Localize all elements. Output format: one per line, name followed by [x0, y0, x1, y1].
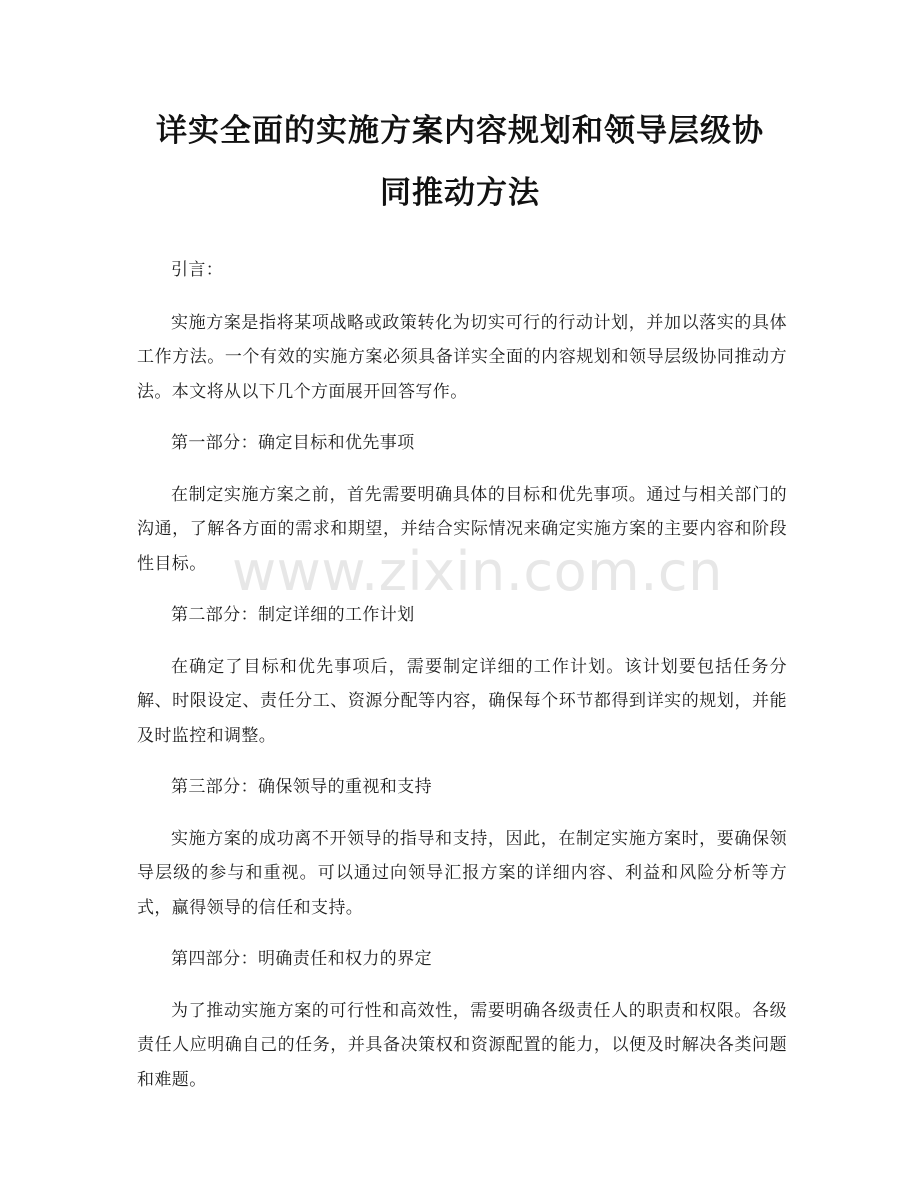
- section-4-paragraph: 为了推动实施方案的可行性和高效性，需要明确各级责任人的职责和权限。各级责任人应明确自己的任务，并具备决策权和资源配置的能力，以便及时解决各类问题和难题。: [137, 1000, 787, 1090]
- document-body: [137, 253, 787, 1114]
- intro-label: 引言：: [171, 260, 224, 280]
- section-4-heading: 第四部分：明确责任和权力的界定: [171, 949, 432, 969]
- section-3-paragraph: 实施方案的成功离不开领导的指导和支持，因此，在制定实施方案时，要确保领导层级的参与和重视。可以通过向领导汇报方案的详细内容、利益和风险分析等方式，赢得领导的信任和支持。: [137, 828, 787, 918]
- section-3-heading: 第三部分：确保领导的重视和支持: [171, 777, 432, 797]
- section-1-heading: 第一部分：确定目标和优先事项: [171, 433, 415, 453]
- section-2-paragraph: 在确定了目标和优先事项后，需要制定详细的工作计划。该计划要包括任务分解、时限设定、责任分工、资源分配等内容，确保每个环节都得到详实的规划，并能及时监控和调整。: [137, 656, 787, 746]
- intro-paragraph: 实施方案是指将某项战略或政策转化为切实可行的行动计划，并加以落实的具体工作方法。一个有效的实施方案必须具备详实全面的内容规划和领导层级协同推动方法。本文将从以下几个方面展开回答写作。: [137, 312, 787, 402]
- document-title-line-2: 同推动方法: [380, 175, 540, 211]
- section-1-paragraph: 在制定实施方案之前，首先需要明确具体的目标和优先事项。通过与相关部门的沟通，了解各方面的需求和期望，并结合实际情况来确定实施方案的主要内容和阶段性目标。: [137, 484, 787, 574]
- document-title-line-1: 详实全面的实施方案内容规划和领导层级协: [156, 113, 764, 149]
- section-2-heading: 第二部分：制定详细的工作计划: [171, 605, 415, 625]
- watermark: www.zixin.com.cn: [232, 540, 723, 603]
